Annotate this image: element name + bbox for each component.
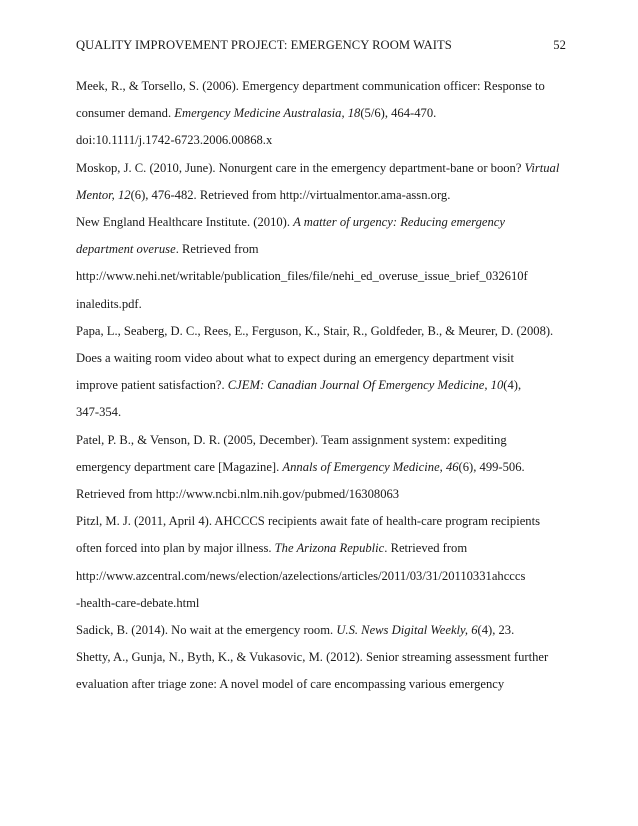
reference-line xyxy=(76,345,568,372)
running-head: QUALITY IMPROVEMENT PROJECT: EMERGENCY ROOM WAITS xyxy=(76,38,452,52)
reference-text: Moskop, J. C. (2010, June). Nonurgent care in the emergency department-bane or boon? xyxy=(76,160,525,175)
reference-text: http://www.azcentral.com/news/election/azelections/articles/2011/03/31/20110331ahcccs xyxy=(76,568,526,583)
reference-line xyxy=(76,291,568,318)
reference-line xyxy=(76,236,568,263)
reference-text: Retrieved from http://www.ncbi.nlm.nih.gov/pubmed/16308063 xyxy=(76,487,400,502)
reference-text: (4), 23. xyxy=(477,623,515,638)
reference-line xyxy=(76,427,568,454)
reference-entry xyxy=(76,508,568,617)
reference-line xyxy=(76,372,568,399)
reference-text: Sadick, B. (2014). No wait at the emergency room. xyxy=(76,623,337,638)
italic-text: Emergency Medicine Australasia, 18 xyxy=(174,106,361,121)
page-header xyxy=(76,38,566,53)
reference-text: consumer demand. xyxy=(76,106,175,121)
reference-list xyxy=(76,73,568,699)
reference-line xyxy=(76,318,568,345)
reference-entry xyxy=(76,155,568,209)
reference-text: (6), 476-482. Retrieved from http://virtualmentor.ama-assn.org. xyxy=(130,187,451,202)
reference-text: Meek, R., & Torsello, S. (2006). Emergency department communication officer: Response to xyxy=(76,79,545,93)
reference-line xyxy=(76,590,568,617)
reference-text: New England Healthcare Institute. (2010). xyxy=(76,215,294,230)
reference-text: . Retrieved from xyxy=(175,242,259,257)
reference-text: doi:10.1111/j.1742-6723.2006.00868.x xyxy=(76,133,273,148)
reference-line xyxy=(76,644,568,671)
reference-text: evaluation after triage zone: A novel model of care encompassing various emergency xyxy=(76,677,505,692)
reference-line xyxy=(76,73,568,100)
reference-line xyxy=(76,617,568,644)
italic-text: Virtual xyxy=(524,160,560,175)
reference-line xyxy=(76,508,568,535)
reference-text: Does a waiting room video about what to expect during an emergency department visit xyxy=(76,351,514,366)
italic-text: Mentor, 12 xyxy=(76,187,131,202)
reference-text: Patel, P. B., & Venson, D. R. (2005, December). Team assignment system: expediting xyxy=(76,432,507,447)
reference-line xyxy=(76,209,568,236)
reference-text: http://www.nehi.net/writable/publication_files/file/nehi_ed_overuse_issue_brief_032610f xyxy=(76,269,528,284)
reference-text: improve patient satisfaction?. xyxy=(76,378,228,393)
reference-entry xyxy=(76,617,568,644)
reference-text: -health-care-debate.html xyxy=(76,595,200,610)
reference-text: (5/6), 464-470. xyxy=(360,106,437,121)
reference-line xyxy=(76,671,568,698)
italic-text: U.S. News Digital Weekly, 6 xyxy=(336,623,478,638)
reference-line xyxy=(76,454,568,481)
reference-text: Shetty, A., Gunja, N., Byth, K., & Vukasovic, M. (2012). Senior streaming assessment further xyxy=(76,650,549,665)
italic-text: Annals of Emergency Medicine, 46 xyxy=(282,459,459,474)
reference-text: (6), 499-506. xyxy=(458,459,525,474)
reference-line xyxy=(76,563,568,590)
reference-text: . Retrieved from xyxy=(384,541,468,556)
page-number: 52 xyxy=(553,38,566,52)
reference-line xyxy=(76,127,568,154)
italic-text: CJEM: Canadian Journal Of Emergency Medicine, 10 xyxy=(227,378,504,393)
reference-text: Pitzl, M. J. (2011, April 4). AHCCCS recipients await fate of health-care program recipients xyxy=(76,514,540,529)
reference-line xyxy=(76,481,568,508)
reference-line xyxy=(76,399,568,426)
reference-entry xyxy=(76,427,568,509)
reference-text: Papa, L., Seaberg, D. C., Rees, E., Ferguson, K., Stair, R., Goldfeder, B., & Meurer, D. (2008). xyxy=(76,323,554,338)
italic-text: department overuse xyxy=(76,242,176,257)
reference-text: (4), xyxy=(503,378,522,393)
reference-text: inaledits.pdf. xyxy=(76,296,142,311)
reference-line xyxy=(76,263,568,290)
reference-line xyxy=(76,100,568,127)
reference-text: emergency department care [Magazine]. xyxy=(76,459,283,474)
reference-text: 347-354. xyxy=(76,405,122,420)
reference-entry xyxy=(76,644,568,698)
reference-entry xyxy=(76,209,568,318)
italic-text: The Arizona Republic xyxy=(274,541,385,556)
reference-entry xyxy=(76,318,568,427)
reference-line xyxy=(76,155,568,182)
italic-text: A matter of urgency: Reducing emergency xyxy=(293,215,505,230)
reference-line xyxy=(76,182,568,209)
reference-text: often forced into plan by major illness. xyxy=(76,541,275,556)
reference-entry xyxy=(76,73,568,155)
reference-line xyxy=(76,535,568,562)
